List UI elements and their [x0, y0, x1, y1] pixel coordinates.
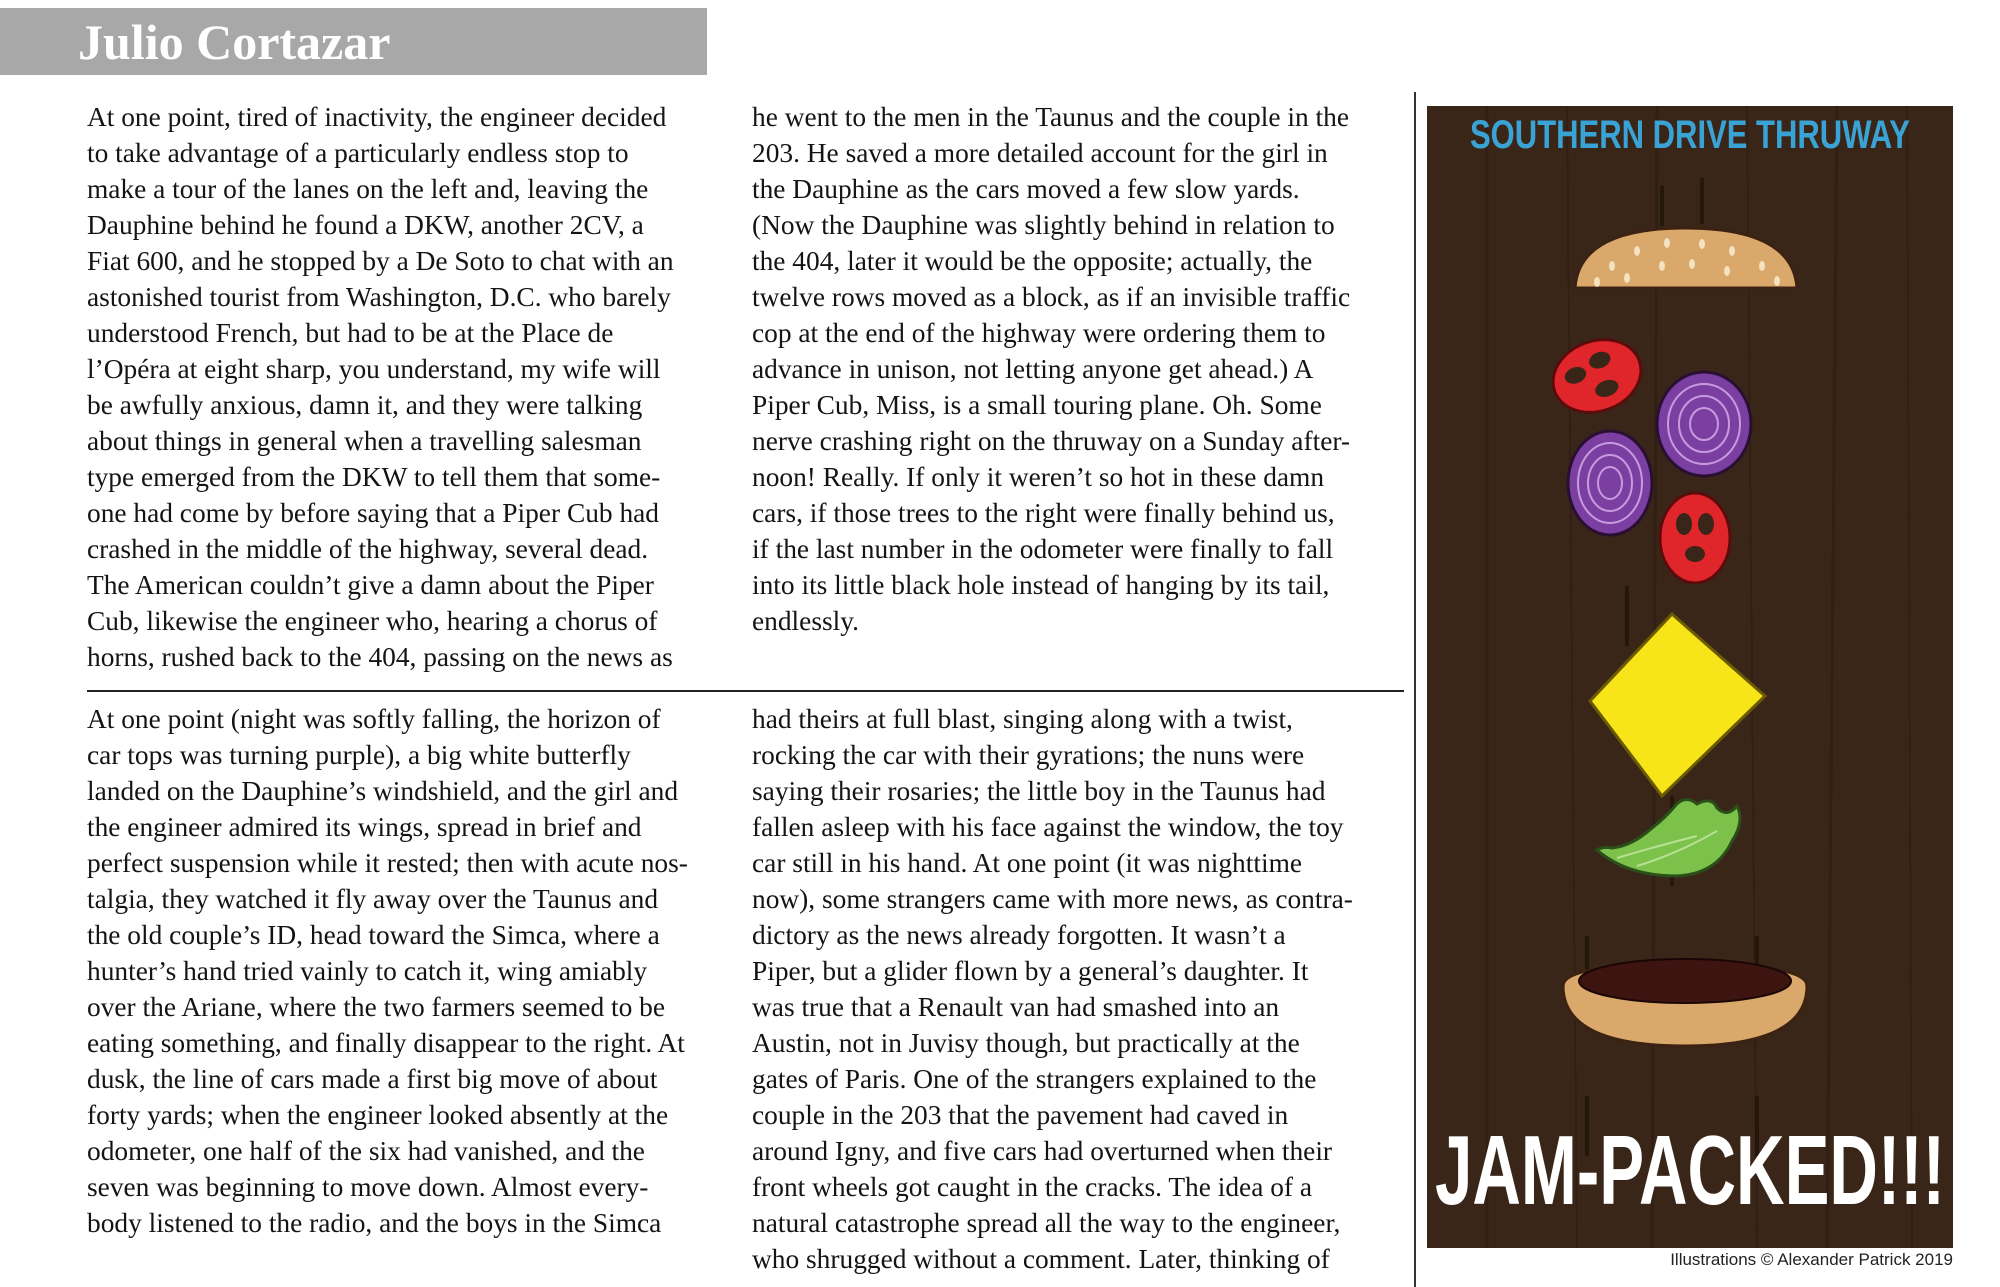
top-left-column — [87, 99, 737, 675]
poster-illustration — [1427, 106, 1953, 1248]
text-line: l’Opéra at eight sharp, you understand, my wife will — [87, 354, 661, 384]
text-line: hunter’s hand tried vainly to catch it, wing amiably — [87, 956, 648, 986]
text-line: if the last number in the odometer were finally to fall — [752, 534, 1334, 564]
bottom-left-column — [87, 701, 737, 1241]
tomato-slice-icon — [1660, 493, 1730, 583]
text-line: body listened to the radio, and the boys in the Simca — [87, 1208, 662, 1238]
text-line: perfect suspension while it rested; then with acute nos- — [87, 848, 688, 878]
text-line: gates of Paris. One of the strangers explained to the — [752, 1064, 1317, 1094]
text-line: (Now the Dauphine was slightly behind in relation to — [752, 210, 1335, 240]
text-line: be awfully anxious, damn it, and they were talking — [87, 390, 643, 420]
text-line: cop at the end of the highway were ordering them to — [752, 318, 1326, 348]
text-line: Dauphine behind he found a DKW, another 2CV, a — [87, 210, 644, 240]
text-line: nerve crashing right on the thruway on a Sunday after- — [752, 426, 1351, 456]
text-line: couple in the 203 that the pavement had caved in — [752, 1100, 1289, 1130]
text-line: to take advantage of a particularly endless stop to — [87, 138, 629, 168]
text-line: who shrugged without a comment. Later, thinking of — [752, 1244, 1330, 1274]
text-line: advance in unison, not letting anyone get ahead.) A — [752, 354, 1314, 384]
text-line: astonished tourist from Washington, D.C. who barely — [87, 282, 671, 312]
text-line: was true that a Renault van had smashed into an — [752, 992, 1280, 1022]
author-name: Julio Cortazar — [78, 14, 391, 70]
text-line: At one point (night was softly falling, the horizon of — [87, 704, 661, 734]
text-line: crashed in the middle of the highway, several dead. — [87, 534, 649, 564]
text-line: natural catastrophe spread all the way to the engineer, — [752, 1208, 1341, 1238]
onion-ring-icon — [1657, 372, 1751, 476]
text-line: he went to the men in the Taunus and the couple in the — [752, 102, 1349, 132]
text-line: cars, if those trees to the right were finally behind us, — [752, 498, 1335, 528]
paragraph — [87, 99, 737, 675]
text-line: forty yards; when the engineer looked absently at the — [87, 1100, 669, 1130]
text-line: At one point, tired of inactivity, the engineer decided — [87, 102, 667, 132]
text-line: the 404, later it would be the opposite; actually, the — [752, 246, 1313, 276]
illustration-credit: Illustrations © Alexander Patrick 2019 — [1670, 1250, 1953, 1269]
text-line: about things in general when a travelling salesman — [87, 426, 642, 456]
text-line: The American couldn’t give a damn about the Piper — [87, 570, 654, 600]
top-right-column — [752, 99, 1402, 639]
text-line: the engineer admired its wings, spread in brief and — [87, 812, 642, 842]
text-line: endlessly. — [752, 606, 860, 636]
author-header-bar — [0, 8, 707, 75]
text-line: noon! Really. If only it weren’t so hot in these damn — [752, 462, 1325, 492]
paragraph — [752, 701, 1402, 1277]
text-line: landed on the Dauphine’s windshield, and the girl and — [87, 776, 679, 806]
text-line: Austin, not in Juvisy though, but practically at the — [752, 1028, 1300, 1058]
text-line: talgia, they watched it fly away over the Taunus and — [87, 884, 659, 914]
onion-ring-icon — [1568, 431, 1652, 535]
text-line: had theirs at full blast, singing along with a twist, — [752, 704, 1293, 734]
text-line: Cub, likewise the engineer who, hearing a chorus of — [87, 606, 658, 636]
text-line: dictory as the news already forgotten. It wasn’t a — [752, 920, 1286, 950]
text-line: understood French, but had to be at the Place de — [87, 318, 614, 348]
paragraph — [752, 99, 1402, 639]
text-line: dusk, the line of cars made a first big move of about — [87, 1064, 658, 1094]
text-line: make a tour of the lanes on the left and, leaving the — [87, 174, 649, 204]
text-line: twelve rows moved as a block, as if an invisible traffic — [752, 282, 1351, 312]
text-line: 203. He saved a more detailed account for the girl in — [752, 138, 1328, 168]
text-line: seven was beginning to move down. Almost every- — [87, 1172, 649, 1202]
text-line: eating something, and finally disappear to the right. At — [87, 1028, 685, 1058]
text-line: Fiat 600, and he stopped by a De Soto to chat with an — [87, 246, 674, 276]
text-line: front wheels got caught in the cracks. The idea of a — [752, 1172, 1313, 1202]
text-line: one had come by before saying that a Piper Cub had — [87, 498, 659, 528]
text-line: type emerged from the DKW to tell them that some- — [87, 462, 661, 492]
text-line: around Igny, and five cars had overturned when their — [752, 1136, 1333, 1166]
text-line: horns, rushed back to the 404, passing on the news as — [87, 642, 673, 672]
bottom-bun-icon — [1563, 959, 1807, 1046]
poster-title: SOUTHERN DRIVE THRUWAY — [1470, 113, 1911, 157]
poster-headline: JAM-PACKED!!! — [1435, 1115, 1945, 1225]
column-divider — [1414, 92, 1416, 1287]
text-line: saying their rosaries; the little boy in the Taunus had — [752, 776, 1326, 806]
text-line: the old couple’s ID, head toward the Simca, where a — [87, 920, 660, 950]
bottom-right-column — [752, 701, 1402, 1277]
text-line: Piper, but a glider flown by a general’s daughter. It — [752, 956, 1309, 986]
text-line: car still in his hand. At one point (it was nighttime — [752, 848, 1303, 878]
text-line: Piper Cub, Miss, is a small touring plane. Oh. Some — [752, 390, 1322, 420]
paragraph — [87, 701, 737, 1241]
text-line: into its little black hole instead of hanging by its tail, — [752, 570, 1330, 600]
text-line: fallen asleep with his face against the window, the toy — [752, 812, 1344, 842]
text-line: car tops was turning purple), a big white butterfly — [87, 740, 631, 770]
text-line: the Dauphine as the cars moved a few slow yards. — [752, 174, 1300, 204]
section-divider — [87, 690, 1404, 692]
text-line: rocking the car with their gyrations; the nuns were — [752, 740, 1305, 770]
text-line: over the Ariane, where the two farmers seemed to be — [87, 992, 666, 1022]
text-line: now), some strangers came with more news, as contra- — [752, 884, 1353, 914]
text-line: odometer, one half of the six had vanished, and the — [87, 1136, 645, 1166]
